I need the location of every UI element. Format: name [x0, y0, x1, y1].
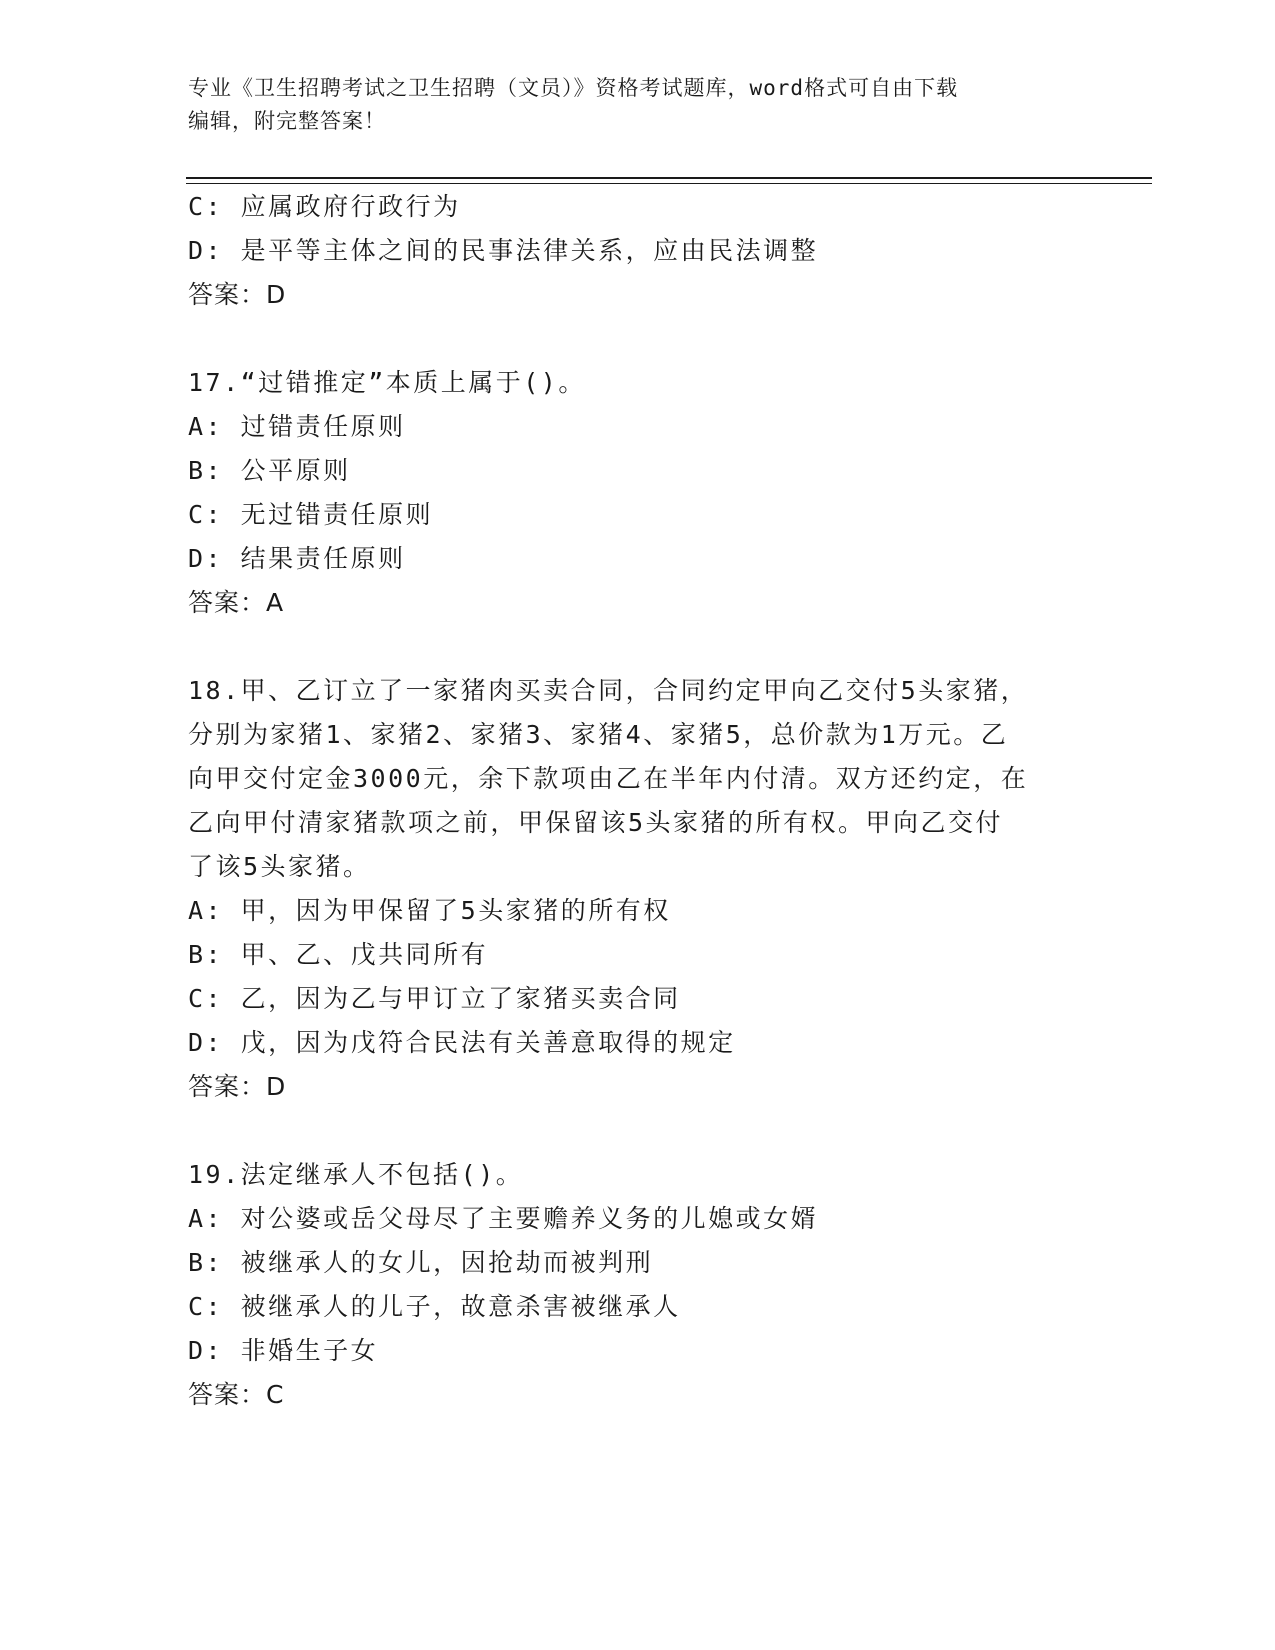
- q18-stem-line-2: 分别为家猪1、家猪2、家猪3、家猪4、家猪5，总价款为1万元。乙: [188, 720, 1009, 749]
- q17-option-b: B: 公平原则: [188, 456, 351, 485]
- document-header: [188, 72, 1088, 138]
- q17-stem: 17.“过错推定”本质上属于()。: [188, 368, 586, 397]
- q19-answer: 答案：C: [188, 1380, 285, 1409]
- q17-option-a: A: 过错责任原则: [188, 412, 406, 441]
- q19-option-b: B: 被继承人的女儿，因抢劫而被判刑: [188, 1248, 654, 1277]
- q18-option-b: B: 甲、乙、戊共同所有: [188, 940, 489, 969]
- q16-answer: 答案：D: [188, 280, 287, 309]
- q18-option-a: A: 甲，因为甲保留了5头家猪的所有权: [188, 896, 671, 925]
- header-divider-thick: [186, 177, 1152, 179]
- q18-stem-line-5: 了该5头家猪。: [188, 852, 371, 881]
- q17-option-c: C: 无过错责任原则: [188, 500, 434, 529]
- q19-option-c: C: 被继承人的儿子，故意杀害被继承人: [188, 1292, 681, 1321]
- q19-option-a: A: 对公婆或岳父母尽了主要赡养义务的儿媳或女婿: [188, 1204, 819, 1233]
- q16-option-d: D: 是平等主体之间的民事法律关系，应由民法调整: [188, 236, 819, 265]
- q18-option-d: D: 戊，因为戊符合民法有关善意取得的规定: [188, 1028, 736, 1057]
- q18-answer: 答案：D: [188, 1072, 287, 1101]
- q18-option-c: C: 乙，因为乙与甲订立了家猪买卖合同: [188, 984, 681, 1013]
- header-divider-thin: [186, 183, 1152, 184]
- q18-stem-line-1: 18.甲、乙订立了一家猪肉买卖合同，合同约定甲向乙交付5头家猪，: [188, 676, 1029, 705]
- q19-option-d: D: 非婚生子女: [188, 1336, 379, 1365]
- q18-stem-line-3: 向甲交付定金3000元，余下款项由乙在半年内付清。双方还约定，在: [188, 764, 1029, 793]
- q17-answer: 答案：A: [188, 588, 285, 617]
- q17-option-d: D: 结果责任原则: [188, 544, 406, 573]
- q18-stem-line-4: 乙向甲付清家猪款项之前，甲保留该5头家猪的所有权。甲向乙交付: [188, 808, 1004, 837]
- header-line-1: 专业《卫生招聘考试之卫生招聘（文员）》资格考试题库，word格式可自由下载: [188, 76, 959, 100]
- q16-option-c: C: 应属政府行政行为: [188, 192, 461, 221]
- q19-stem: 19.法定继承人不包括()。: [188, 1160, 524, 1189]
- header-line-2: 编辑，附完整答案！: [188, 109, 386, 133]
